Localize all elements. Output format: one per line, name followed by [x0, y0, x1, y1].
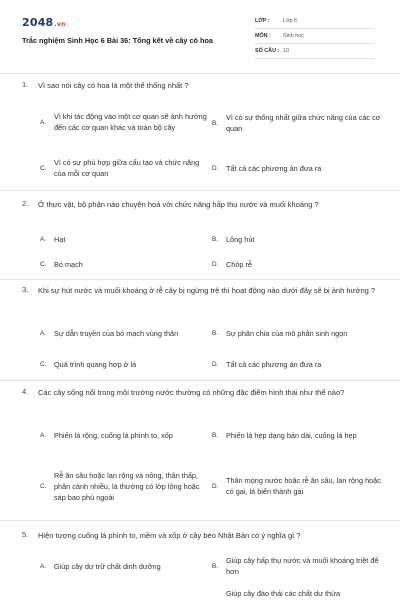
option-b[interactable] [212, 232, 382, 246]
option-text: Tất cả các phương án đưa ra [226, 163, 322, 173]
option-text: Sự dẫn truyền của bó mạch vùng thân [54, 328, 179, 338]
option-text: Bó mạch [54, 259, 83, 269]
question-5 [0, 530, 400, 541]
meta-value: Sinh học [283, 33, 304, 39]
option-c[interactable] [40, 257, 210, 271]
question-text: Ở thực vật, bộ phận nào chuyên hoá với chức năng hấp thụ nước và muối khoáng ? [38, 200, 319, 209]
option-d[interactable] [212, 257, 382, 271]
option-letter: B. [212, 235, 219, 243]
option-a[interactable] [40, 428, 212, 442]
option-text: Vì có sự thống nhất giữa chức năng của các cơ quan [226, 113, 381, 133]
question-text: Các cây sống nổi trong môi trường nước thường có những đặc điểm hình thái như thế nào? [38, 388, 345, 397]
option-text: Phiến lá rộng, cuống lá phình to, xốp [54, 430, 173, 440]
option-letter: D. [212, 482, 219, 490]
option-letter: C. [40, 260, 47, 268]
question-3 [0, 285, 400, 296]
option-letter: A. [40, 329, 47, 337]
option-a[interactable] [40, 100, 210, 144]
option-d[interactable] [212, 472, 382, 500]
option-letter: A. [40, 562, 47, 570]
option-c[interactable] [40, 357, 210, 371]
meta-key: MÔN : [255, 33, 271, 39]
option-c[interactable] [40, 154, 210, 182]
divider [0, 380, 400, 381]
option-letter: B. [212, 431, 219, 439]
option-b[interactable] [212, 421, 382, 449]
option-letter: C. [40, 360, 47, 368]
logo-suffix: .vn [54, 21, 66, 28]
divider [0, 520, 400, 521]
option-b[interactable] [212, 108, 382, 138]
option-text: Phiến lá hẹp dạng bản dài, cuống lá hẹp [226, 430, 357, 440]
option-text: Tất cả các phương án đưa ra [226, 359, 322, 369]
option-letter: A. [40, 118, 47, 126]
question-2 [0, 199, 400, 210]
option-letter: C. [40, 164, 47, 172]
option-text: Sự phân chia của mô phân sinh ngọn [226, 328, 348, 338]
site-logo[interactable] [22, 16, 65, 29]
page-title: Trắc nghiệm Sinh Học 6 Bài 36: Tổng kết về cây có hoa [22, 36, 213, 45]
option-letter: C. [40, 482, 47, 490]
question-1 [0, 80, 400, 91]
option-text: Vì có sự phù hợp giữa cấu tạo và chức năng của mỗi cơ quan [54, 158, 200, 178]
meta-key: SỐ CÂU : [255, 48, 280, 54]
divider [0, 190, 400, 191]
option-d-partial[interactable] [212, 588, 382, 600]
option-letter: A. [40, 235, 47, 243]
option-text: Thân mọng nước hoặc rễ ăn sâu, lan rộng hoặc có gai, lá biến thành gai [226, 476, 381, 496]
option-b[interactable] [212, 319, 382, 347]
question-text: Vì sao nói cây có hoa là một thể thống nhất ? [38, 81, 189, 90]
option-a[interactable] [40, 319, 210, 347]
meta-key: LỚP : [255, 18, 270, 24]
option-text: Lông hút [226, 234, 255, 244]
option-text: Giúp cây dự trữ chất dinh dưỡng [54, 561, 161, 571]
question-header [0, 387, 400, 398]
question-number: 4. [22, 387, 29, 396]
option-letter: D. [212, 260, 219, 268]
option-text: Giúp cây hấp thụ nước và muối khoáng triệt để hơn [226, 556, 379, 576]
question-header [0, 530, 400, 541]
option-text: Giúp cây đào thải các chất dư thừa [226, 589, 341, 598]
meta-value: Lớp 6 [283, 18, 298, 24]
option-text: Quá trình quang hợp ở lá [54, 359, 137, 369]
question-number: 3. [22, 285, 29, 294]
meta-row-count [255, 44, 375, 59]
option-c[interactable] [40, 458, 205, 514]
meta-value: 10 [283, 48, 289, 54]
option-letter: B. [212, 329, 219, 337]
question-header [0, 285, 400, 296]
option-text: Vì khi tác động vào một cơ quan sẽ ảnh hưởng đến các cơ quan khác và toàn bộ cây [54, 112, 207, 132]
page-header [0, 0, 400, 74]
option-text: Chóp rễ [226, 259, 252, 269]
logo-main: 2048 [22, 16, 54, 29]
option-text: Rễ ăn sâu hoặc lan rộng và nông, thân thấp, phân cành nhiều, lá thường có lớp lông hoặc sáp bao phủ ngoài [54, 470, 200, 502]
option-letter: D. [212, 360, 219, 368]
question-text: Hiện tượng cuống lá phình to, mềm và xốp ở cây bèo Nhật Bản có ý nghĩa gì ? [38, 531, 301, 540]
option-letter: B. [212, 119, 219, 127]
question-header [0, 199, 400, 210]
option-a[interactable] [40, 232, 210, 246]
quiz-meta [255, 14, 375, 59]
question-text: Khi sự hút nước và muối khoáng ở rễ cây bị ngừng trệ thì hoạt động nào dưới đây sẽ bị ảnh hưởng ? [38, 286, 376, 295]
option-letter: A. [40, 431, 47, 439]
question-number: 1. [22, 80, 29, 89]
meta-row-class [255, 14, 375, 29]
question-number: 5. [22, 530, 29, 539]
option-a[interactable] [40, 559, 210, 573]
option-d[interactable] [212, 160, 382, 176]
meta-row-subject [255, 29, 375, 44]
divider [0, 279, 400, 280]
question-number: 2. [22, 199, 29, 208]
option-letter: B. [212, 562, 219, 570]
option-letter: D. [212, 164, 219, 172]
option-d[interactable] [212, 357, 382, 371]
option-b[interactable] [212, 552, 382, 580]
option-text: Hạt [54, 234, 66, 244]
question-4 [0, 387, 400, 398]
question-header [0, 80, 400, 91]
